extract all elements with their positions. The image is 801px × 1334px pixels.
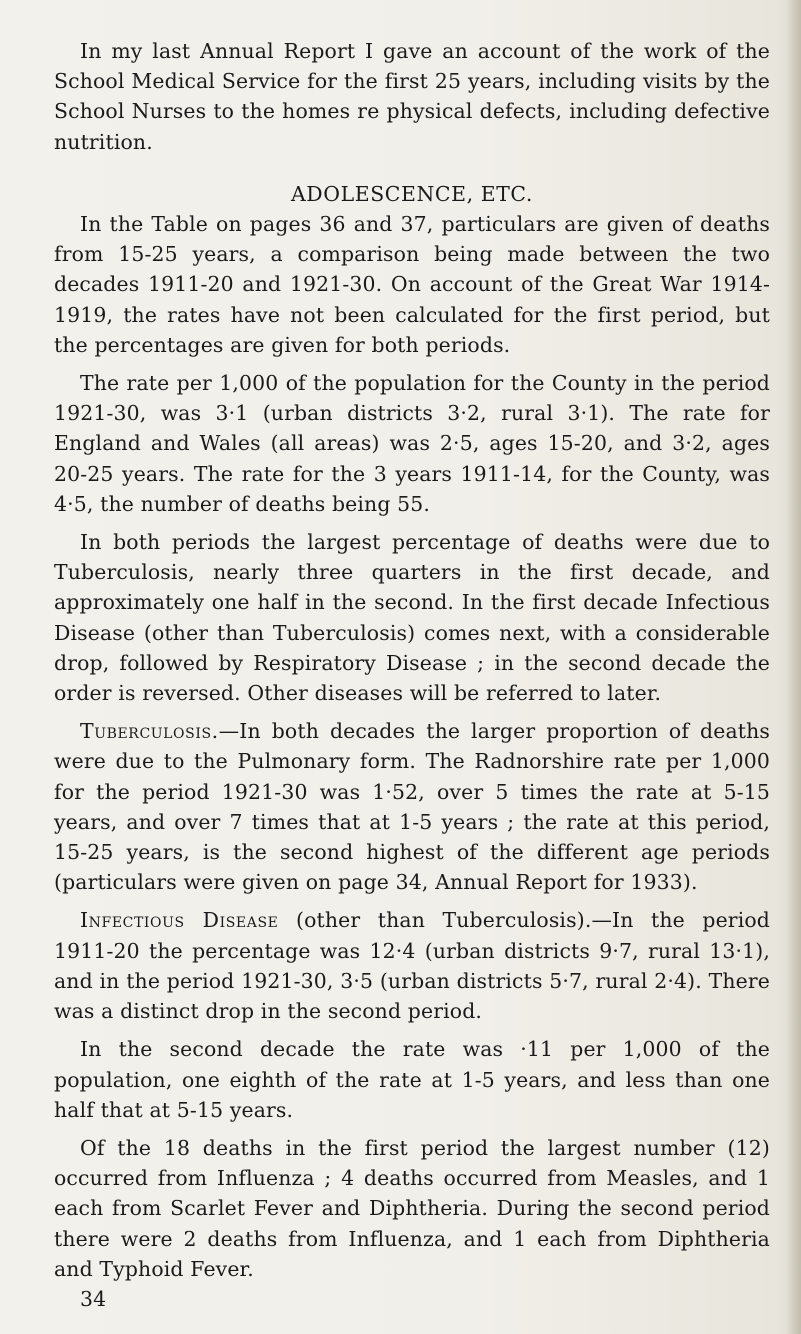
infectious-disease-lead: Infectious Disease (80, 908, 279, 933)
infectious-disease-text: (other than Tuberculosis).—In the period 1911-20 the percentage was 12·4 (urban districts 9·7, rural 13·1), and in the period 1921-30, 3·5 (urban districts 5·7, rural 2·4). There was a distinct drop in the second period. (54, 908, 770, 1024)
paragraph-eighteen-deaths: Of the 18 deaths in the first period the largest number (12) occurred from Influenza ; 4 deaths occurred from Measles, and 1 each from Scarlet Fever and Diphtheria. During the second period there were 2 deaths from Influenza, and 1 each from Diphtheria and Typhoid Fever. (54, 1135, 770, 1281)
tuberculosis-lead: Tuberculosis. (80, 719, 219, 744)
tuberculosis-text: —In both decades the larger proportion of deaths were due to the Pulmonary form. The Radnorshire rate per 1,000 for the period 1921-30 was 1·52, over 5 times the rate at 5-15 years, and over 7 times that at 1-5 years ; the rate at this period, 15-25 years, is the second highest of the different age periods (particulars were given on page 34, Annual Report for 1933). (54, 719, 770, 895)
paragraph-tuberculosis (54, 716, 770, 897)
page-number: 34 (80, 1286, 107, 1311)
paragraph-rate-per-1000: The rate per 1,000 of the population for the County in the period 1921-30, was 3·1 (urban districts 3·2, rural 3·1). The rate for England and Wales (all areas) was 2·5, ages 15-20, and 3·2, ages 20-25 years. The rate for the 3 years 1911-14, for the County, was 4·5, the number of deaths being 55. (54, 371, 770, 516)
paragraph-infectious-disease (54, 905, 770, 1026)
page-edge-shadow (787, 0, 801, 1334)
intro-paragraph: In my last Annual Report I gave an account of the work of the School Medical Service for the first 25 years, including visits by the School Nurses to the homes re physical defects, including defective nutrition. (54, 39, 770, 154)
paragraph-largest-percentage: In both periods the largest percentage of deaths were due to Tuberculosis, nearly three quarters in the first decade, and approximately one half in the second. In the first decade Infectious Disease (other than Tuberculosis) comes next, with a considerable drop, followed by Respiratory Disease ; in the second decade the order is reversed. Other diseases will be referred to later. (54, 530, 770, 706)
paragraph-second-decade-rate: In the second decade the rate was ·11 per 1,000 of the population, one eighth of the rate at 1-5 years, and less than one half that at 5-15 years. (54, 1037, 770, 1122)
body-text (54, 36, 770, 1314)
paragraph-table-particulars: In the Table on pages 36 and 37, particulars are given of deaths from 15-25 years, a comparison being made between the two decades 1911-20 and 1921-30. On account of the Great War 1914-1919, the rates have not been calculated for the first period, but the percentages are given for both periods. (54, 212, 770, 357)
section-heading: ADOLESCENCE, ETC. (290, 181, 533, 206)
